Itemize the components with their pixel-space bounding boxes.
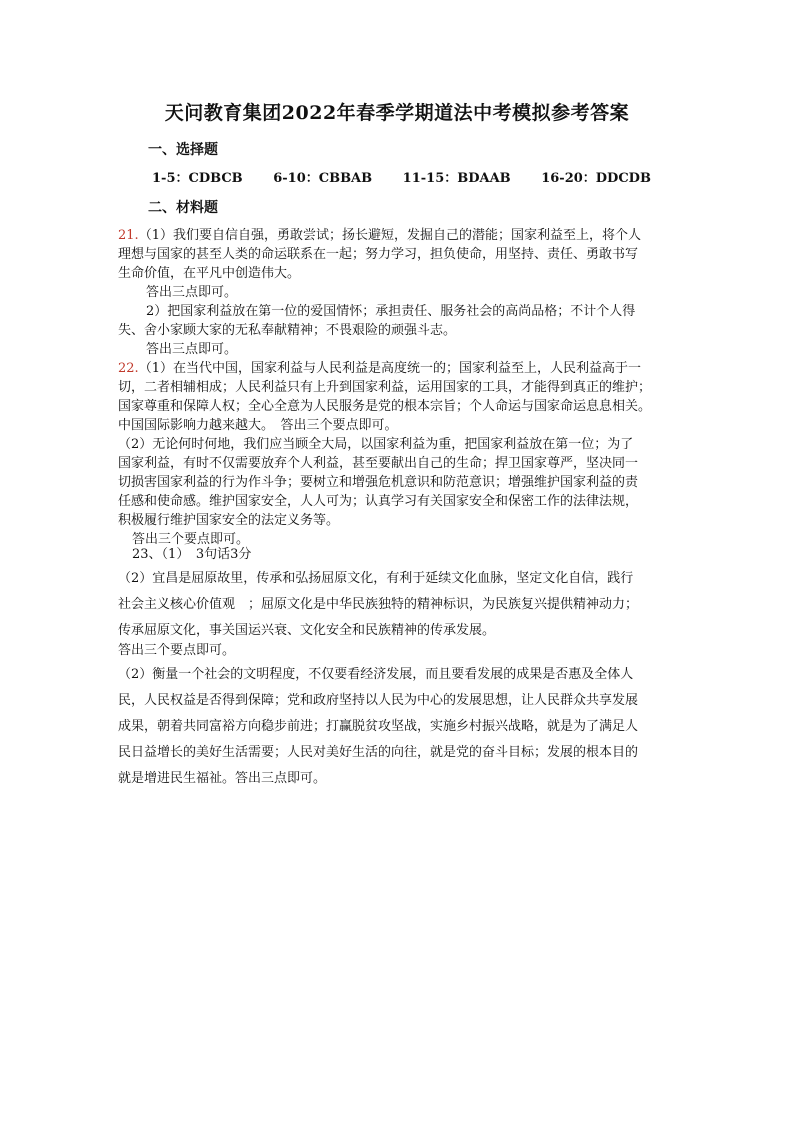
paragraph-line: 失、舍小家顾大家的无私奉献精神；不畏艰险的顽强斗志。 <box>118 323 457 338</box>
question-number: 21. <box>118 228 139 243</box>
paragraph-line: 中国国际影响力越来越大。 答出三个要点即可。 <box>118 418 398 433</box>
paragraph-line: （1）在当代中国，国家利益与人民利益是高度统一的；国家利益至上，人民利益高于一 <box>138 361 641 376</box>
answer-note: 答出三点即可。 <box>146 342 238 357</box>
paragraph-line: 社会主义核心价值观 ；屈原文化是中华民族独特的精神标识，为民族复兴提供精神动力； <box>118 597 639 612</box>
question-heading: 23、（1） 3句话3分 <box>132 547 252 562</box>
section-heading-choice: 一、选择题 <box>148 142 218 158</box>
paragraph-line: 切损害国家利益的行为作斗争；要树立和增强危机意识和防范意识；增强维护国家利益的责 <box>118 475 639 490</box>
paragraph-line: 积极履行维护国家安全的法定义务等。 <box>118 513 340 528</box>
question-21 <box>118 226 686 359</box>
paragraph-line: （2）宜昌是屈原故里，传承和弘扬屈原文化，有利于延续文化血脉，坚定文化自信，践行 <box>118 571 634 586</box>
question-23-note <box>118 641 686 660</box>
paragraph-line: 国家利益，有时不仅需要放弃个人利益，甚至要献出自己的生命；捍卫国家尊严，坚决同一 <box>118 456 639 471</box>
paragraph-line: 民日益增长的美好生活需要；人民对美好生活的向往，就是党的奋斗目标；发展的根本目的 <box>118 745 639 760</box>
paragraph-line: 2）把国家利益放在第一位的爱国情怀；承担责任、服务社会的高尚品格；不计个人得 <box>146 304 636 319</box>
paragraph-line: 传承屈原文化，事关国运兴衰、文化安全和民族精神的传承发展。 <box>118 623 496 638</box>
paragraph-line: 民，人民权益是否得到保障；党和政府坚持以人民为中心的发展思想，让人民群众共享发展 <box>118 693 639 708</box>
answer-group: 16-20：DDCDB <box>541 171 651 186</box>
answer-group: 11-15：BDAAB <box>402 171 511 186</box>
answer-note: 答出三点即可。 <box>146 285 238 300</box>
section-heading-material: 二、材料题 <box>148 200 218 216</box>
paragraph-line: 理想与国家的甚至人类的命运联系在一起；努力学习，担负使命，用坚持、责任、勇敢书写 <box>118 247 639 262</box>
question-number: 22. <box>118 361 139 376</box>
answer-note: 答出三个要点即可。 <box>132 532 250 547</box>
answer-group: 6-10：CBBAB <box>273 171 373 186</box>
question-22 <box>118 359 686 549</box>
question-23 <box>118 545 686 564</box>
question-23-part2b <box>118 662 686 792</box>
paragraph-line: 任感和使命感。维护国家安全，人人可为；认真学习有关国家安全和保密工作的法律法规， <box>118 494 639 509</box>
paragraph-line: （2）衡量一个社会的文明程度，不仅要看经济发展，而且要看发展的成果是否惠及全体人 <box>118 667 634 682</box>
answer-group: 1-5：CDBCB <box>152 171 243 186</box>
paragraph-line: 生命价值，在平凡中创造伟大。 <box>118 266 301 281</box>
paragraph-line: （1）我们要自信自强，勇敢尝试；扬长避短，发掘自己的潜能；国家利益至上，将个人 <box>138 228 641 243</box>
paragraph-line: （2）无论何时何地，我们应当顾全大局，以国家利益为重，把国家利益放在第一位；为了 <box>118 437 634 452</box>
paragraph-line: 切，二者相辅相成；人民利益只有上升到国家利益，运用国家的工具，才能得到真正的维护； <box>118 380 652 395</box>
question-23-part2a <box>118 566 686 644</box>
paragraph-line: 国家尊重和保障人权；全心全意为人民服务是党的根本宗旨；个人命运与国家命运息息相关。 <box>118 399 652 414</box>
paragraph-line: 成果，朝着共同富裕方向稳步前进；打赢脱贫攻坚战，实施乡村振兴战略，就是为了满足人 <box>118 719 639 734</box>
page-title: 天问教育集团2022年春季学期道法中考模拟参考答案 <box>164 102 630 124</box>
choice-answers <box>152 167 677 186</box>
answer-note: 答出三个要点即可。 <box>118 643 236 658</box>
paragraph-line: 就是增进民生福祉。答出三点即可。 <box>118 771 327 786</box>
